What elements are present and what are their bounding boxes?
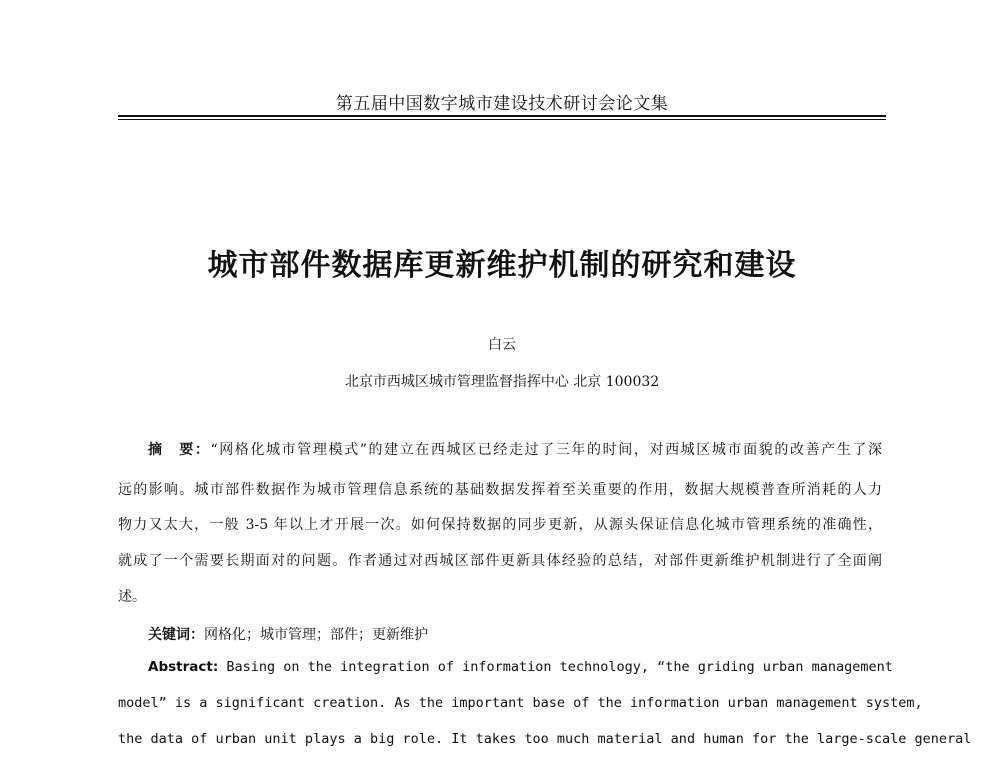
affiliation: 北京市西城区城市管理监督指挥中心 北京 100032 (344, 374, 660, 390)
keywords-text: 网格化；城市管理；部件；更新维护 (204, 627, 428, 643)
abstract-en-line: model” is a significant creation. As the important base of the information urban management system, (118, 695, 923, 711)
abstract-en-label: Abstract: (148, 659, 219, 675)
abstract-cn-line (118, 439, 882, 459)
header-rule-thin (118, 119, 886, 120)
abstract-cn-line: 就成了一个需要长期面对的问题。作者通过对西城区部件更新具体经验的总结，对部件更新维护机制进行了全面阐 (118, 553, 882, 569)
header-rule-thick (118, 115, 886, 117)
paper-title: 城市部件数据库更新维护机制的研究和建设 (207, 248, 797, 283)
abstract-cn-line: 述。 (118, 589, 146, 605)
abstract-cn-text: “网格化城市管理模式”的建立在西城区已经走过了三年的时间，对西城区城市面貌的改善产生了深 (210, 442, 883, 458)
author: 白云 (488, 337, 516, 353)
keywords-line (118, 624, 882, 644)
abstract-en-text: Basing on the integration of information technology, “the griding urban management (226, 659, 893, 675)
abstract-en-line: the data of urban unit plays a big role. It takes too much material and human for the large-scale general (118, 731, 972, 747)
abstract-cn-label: 摘 要： (148, 442, 211, 458)
running-head: 第五届中国数字城市建设技术研讨会论文集 (335, 94, 669, 114)
abstract-cn-line: 远的影响。城市部件数据作为城市管理信息系统的基础数据发挥着至关重要的作用，数据大规模普查所消耗的人力 (118, 482, 882, 498)
keywords-label: 关键词： (148, 627, 204, 643)
abstract-en-line (118, 659, 893, 675)
abstract-cn-line: 物力又太大，一般 3-5 年以上才开展一次。如何保持数据的同步更新，从源头保证信息化城市管理系统的准确性， (118, 517, 882, 533)
